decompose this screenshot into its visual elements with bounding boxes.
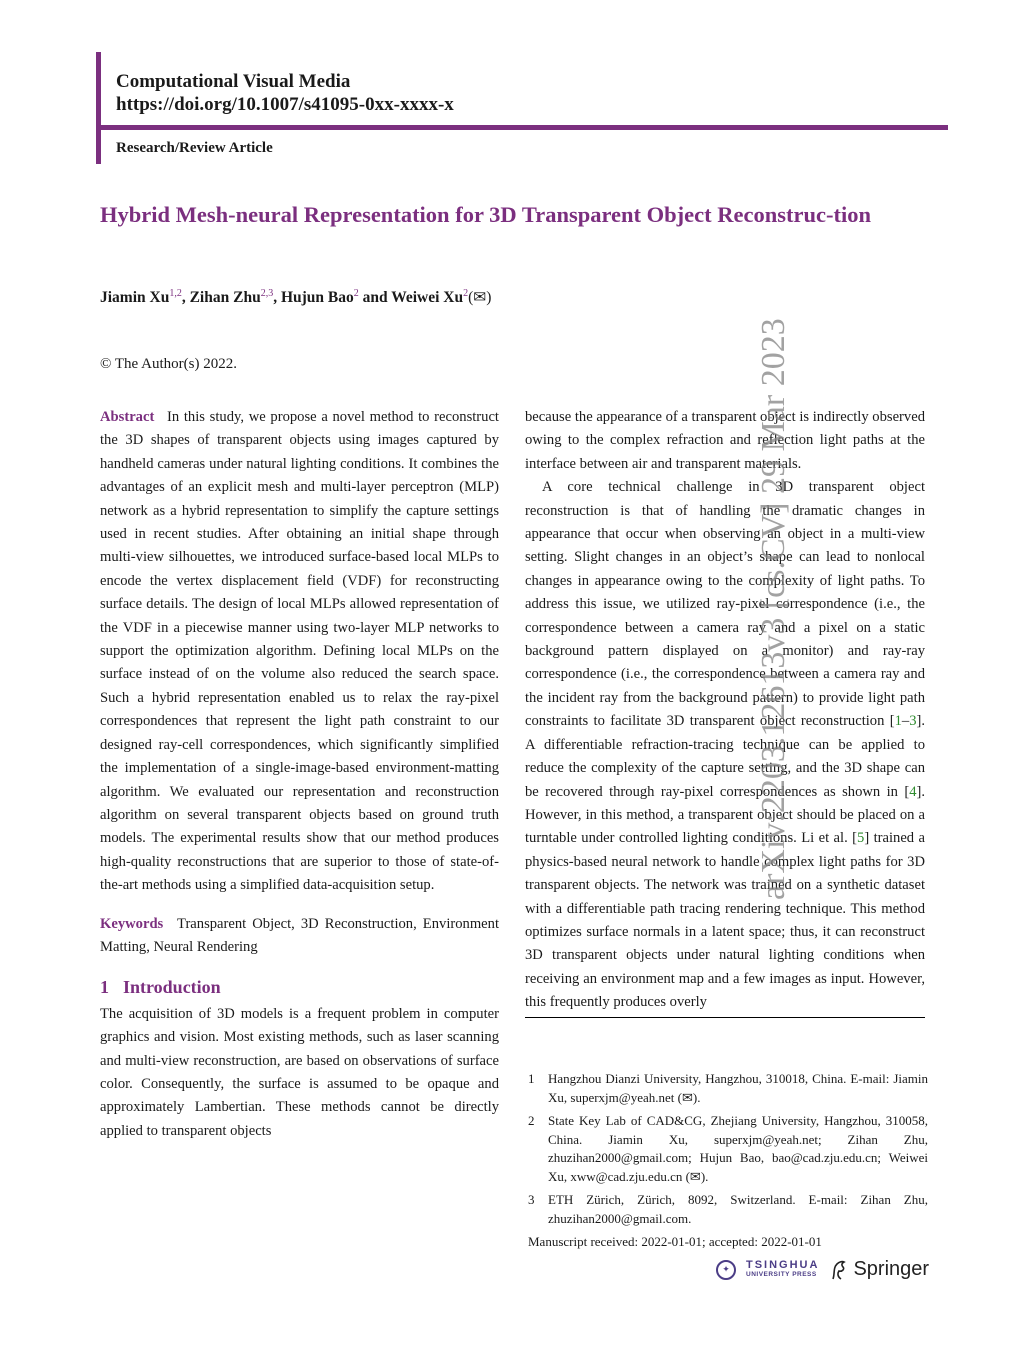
footnote: 3 ETH Zürich, Zürich, 8092, Switzerland. E-mail: Zihan Zhu, zhuzihan2000@gmail.com. xyxy=(528,1192,928,1226)
header-horizontal-rule xyxy=(96,125,948,130)
copyright-notice: © The Author(s) 2022. xyxy=(100,356,237,372)
author-name: Jiamin Xu xyxy=(100,289,170,307)
footnote: 1 Hangzhou Dianzi University, Hangzhou, 310018, China. E-mail: Jiamin Xu, superxjm@yeah.net (✉). xyxy=(528,1071,928,1105)
publisher-logos xyxy=(716,1258,929,1281)
article-type: Research/Review Article xyxy=(116,140,273,156)
intro-paragraph-1: The acquisition of 3D models is a frequent problem in computer graphics and vision. Most existing methods, such as laser scanning and multi-view reconstruction, are based on observations of surface color. Consequently, the surface is assumed to be opaque and approximately Lambertian. These methods cannot be directly applied to transparent objects xyxy=(100,1005,499,1139)
author-list: Jiamin Xu$^{1,2}$, Zihan Zhu$^{2,3}$, Hujun Bao$^2$ and Weiwei Xu$^2$(✉) xyxy=(100,288,492,307)
author-name: Zihan Zhu xyxy=(189,289,261,307)
tsinghua-logo: TSINGHUA UNIVERSITY PRESS xyxy=(746,1258,820,1278)
doi-link[interactable]: https://doi.org/10.1007/s41095-0xx-xxxx-x xyxy=(116,94,454,115)
footnote: 2 State Key Lab of CAD&CG, Zhejiang University, Hangzhou, 310058, China. Jiamin Xu, superxjm@yeah.net; Zihan Zhu, zhuzihan2000@gmail.com; Hujun Bao, bao@cad.zju.edu.cn; Weiwei Xu, xww@cad.zju.edu.cn (✉). xyxy=(528,1113,928,1184)
citation-link[interactable]: 5 xyxy=(857,830,865,847)
section-title: Introduction xyxy=(123,977,221,998)
manuscript-dates: Manuscript received: 2022-01-01; accepted: 2022-01-01 xyxy=(528,1234,822,1249)
author-name: Hujun Bao xyxy=(280,289,354,307)
journal-name: Computational Visual Media xyxy=(116,71,351,92)
footnote-rule xyxy=(525,1017,925,1018)
header-vertical-rule xyxy=(96,52,101,164)
right-column xyxy=(525,406,925,1018)
author-affiliation: 1,2 xyxy=(169,288,182,299)
keywords-label: Keywords xyxy=(100,915,164,932)
author-affiliation: 2 xyxy=(353,288,359,299)
footnotes xyxy=(528,1070,928,1233)
keywords-text: Transparent Object, 3D Reconstruction, Environment Matting, Neural Rendering xyxy=(100,915,500,955)
springer-logo: Springer xyxy=(829,1258,929,1281)
author-affiliation: 2,3 xyxy=(260,288,274,299)
intro-paragraph-2: A core technical challenge in 3D transparent object reconstruction is that of handling the dramatic changes in appearance that occur when observing an object in a multi-view setting. Slight changes in an object’s shape can lead to nonlocal changes in appearance owing to the complexity of light paths. To address this issue, we utilized ray-pixel correspondence (i.e., the correspondence between a camera ray and a pixel on a static background pattern displayed on a monitor) and ray-ray correspondence (i.e., the correspondence between a camera ray and the incident ray from the background pattern) to provide light path constraints to facilitate 3D transparent object reconstruction [1–3]. A differentiable refraction-tracing technique can be applied to reduce the complexity of the capture setting, and the 3D shape can be recovered through ray-pixel correspondences as shown in [4]. However, in this method, a transparent object should be placed on a turntable under controlled lighting conditions. Li et al. [5] trained a physics-based neural network to handle complex light paths for 3D transparent objects. The network was trained on a synthetic dataset with a differentiable path tracing rendering technique. This method optimizes surface normals in a latent space; thus, it can reconstruct 3D transparent objects under natural lighting conditions when receiving an environment map and a few images as input. However, this frequently produces overly xyxy=(525,479,926,1011)
keywords xyxy=(100,913,499,960)
paper-title: Hybrid Mesh-neural Representation for 3D Transparent Object Reconstruc-tion xyxy=(100,202,871,227)
section-number: 1 xyxy=(100,977,109,998)
citation-link[interactable]: 4 xyxy=(909,783,917,800)
abstract-label: Abstract xyxy=(100,409,155,425)
section-heading xyxy=(100,976,499,999)
tsinghua-seal-icon: ✦ xyxy=(716,1260,736,1280)
author-name: Weiwei Xu xyxy=(391,289,464,307)
abstract xyxy=(100,406,499,898)
author-affiliation: 2 xyxy=(463,288,469,299)
abstract-text: In this study, we propose a novel method to reconstruct the 3D shapes of transparent objects using images captured by handheld cameras under natural lighting conditions. It combines the advantages of an explicit mesh and multi-layer perceptron (MLP) network as a hybrid representation to simplify the capture settings used in recent studies. After obtaining an initial shape through multi-view silhouettes, we introduced surface-based local MLPs to encode the vertex displacement field (VDF) for reconstructing surface details. The design of local MLPs allowed representation of the VDF in a piecewise manner using two-layer MLP networks to support the optimization algorithm. Defining local MLPs on the surface instead of on the volume also reduced the search space. Such a hybrid representation enabled us to relax the ray-pixel correspondences that represent the light path constraint to our designed ray-cell correspondences, which significantly simplified the implementation of a single-image-based environment-matting algorithm. We evaluated our representation and reconstruction algorithm on several transparent objects based on ground truth models. The experimental results show that our method produces high-quality reconstructions that are superior to those of state-of-the-art methods using a simplified data-acquisition setup. xyxy=(100,409,499,894)
arxiv-stamp: arXiv:2203.12613v3 [cs.CV] 29 Mar 2023 xyxy=(755,318,792,900)
left-column xyxy=(100,406,499,1143)
citation-link[interactable]: 3 xyxy=(909,713,917,730)
intro-paragraph-1-continued: because the appearance of a transparent object is indirectly observed owing to the complex refraction and reflection light paths at the interface between air and transparent materials. xyxy=(525,409,925,472)
springer-horse-icon xyxy=(829,1259,849,1281)
citation-link[interactable]: 1 xyxy=(894,713,902,730)
envelope-icon: (✉) xyxy=(468,289,492,307)
journal-header xyxy=(116,70,454,116)
